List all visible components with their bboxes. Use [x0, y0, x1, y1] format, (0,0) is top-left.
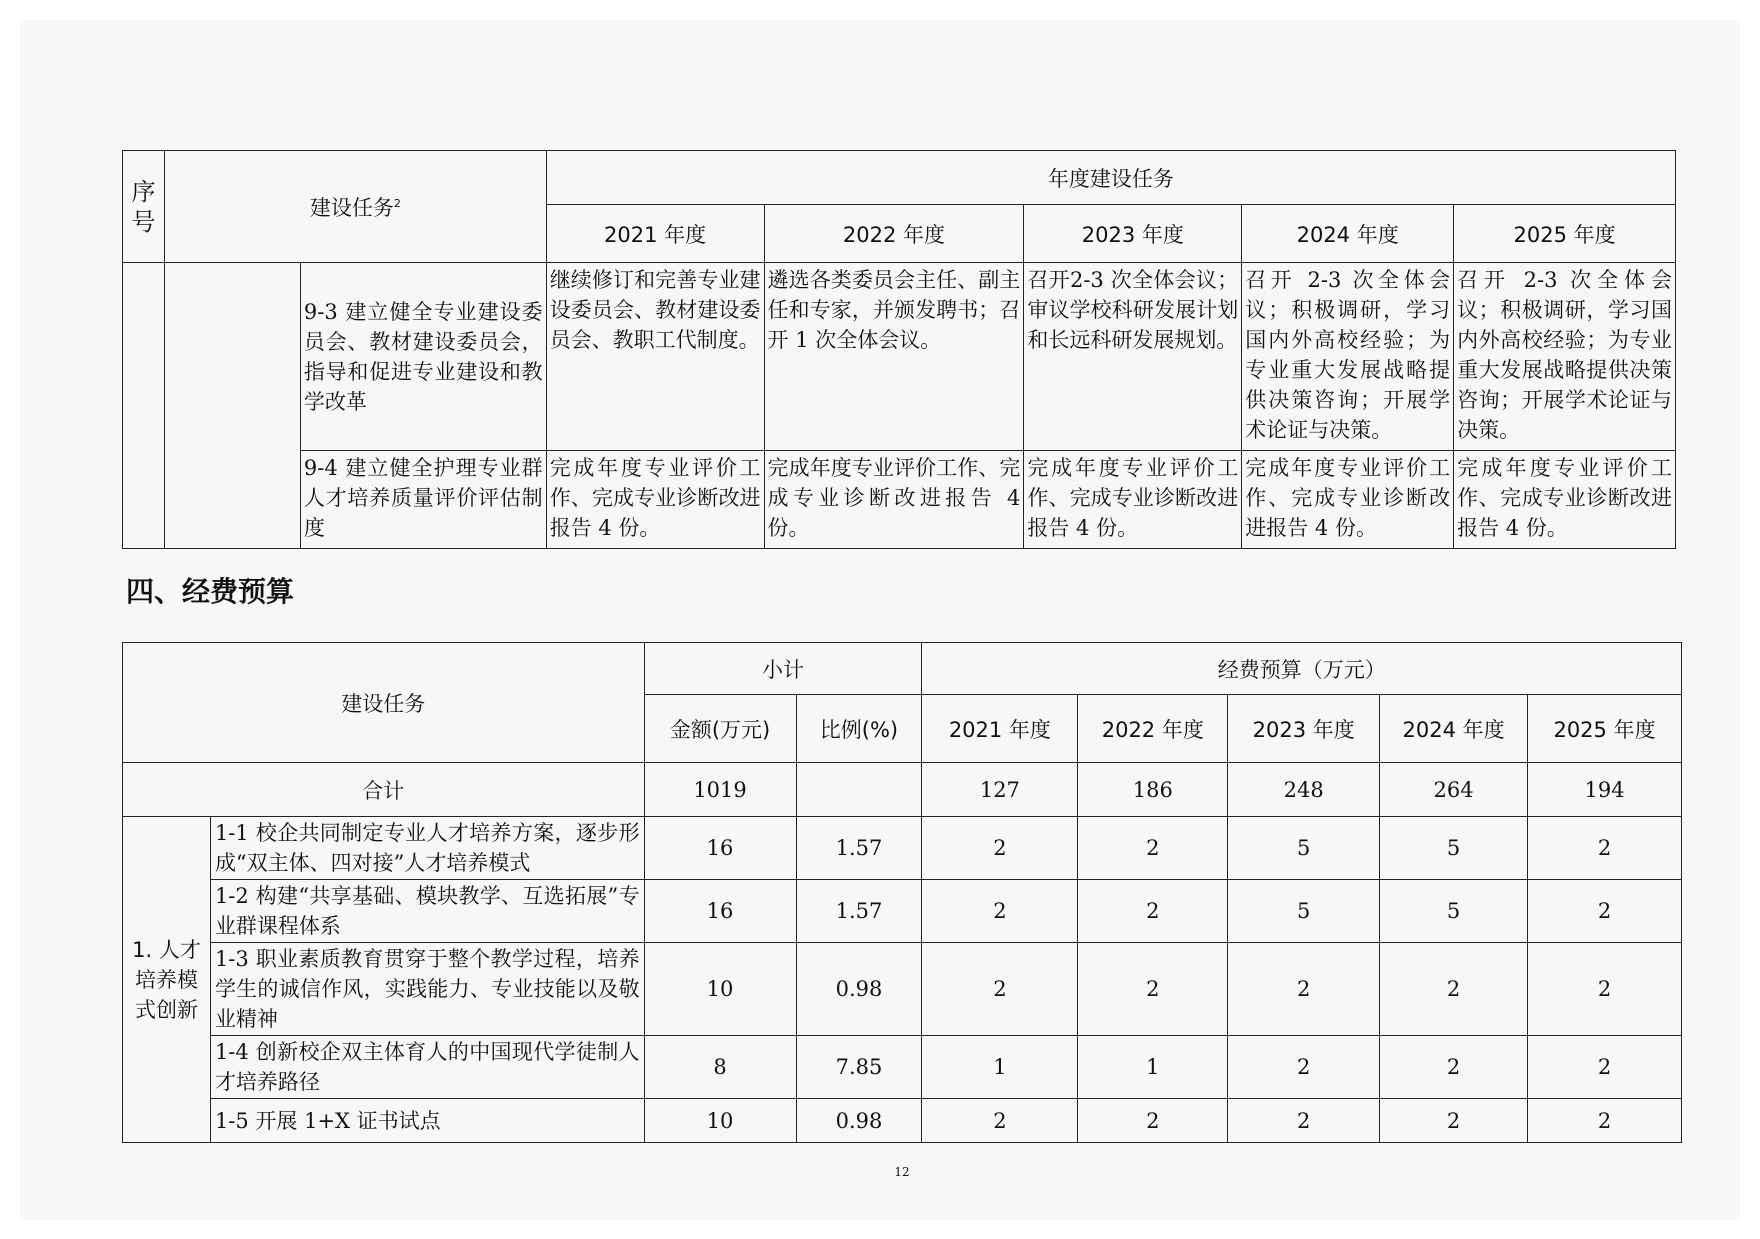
task-header [164, 151, 546, 263]
budget-2025: 2 [1528, 880, 1682, 943]
budget-2021: 2 [922, 1099, 1078, 1143]
budget-2022: 2 [1078, 817, 1228, 880]
total-2022: 186 [1078, 763, 1228, 817]
budget-task-header: 建设任务 [123, 643, 645, 763]
task-cell-2025: 完成年度专业评价工作、完成专业诊断改进报告 4 份。 [1454, 451, 1676, 549]
task-cell-2023: 完成年度专业评价工作、完成专业诊断改进报告 4 份。 [1024, 451, 1242, 549]
annual-tasks-header: 年度建设任务 [546, 151, 1675, 205]
budget-task: 1-3 职业素质教育贯穿于整个教学过程，培养学生的诚信作风，实践能力、专业技能以及敬业精神 [210, 943, 644, 1036]
budget-2021: 1 [922, 1036, 1078, 1099]
budget-2024: 5 [1380, 880, 1528, 943]
task-header-label: 建设任务 [309, 195, 394, 220]
budget-2022: 1 [1078, 1036, 1228, 1099]
budget-ratio: 1.57 [796, 817, 922, 880]
task-cell-2024: 完成年度专业评价工作、完成专业诊断改进报告 4 份。 [1242, 451, 1454, 549]
table-row [123, 451, 1676, 549]
budget-ratio: 1.57 [796, 880, 922, 943]
table-row [123, 263, 1676, 451]
total-row [123, 763, 1682, 817]
year-header-2025: 2025 年度 [1454, 205, 1676, 263]
budget-2021: 2 [922, 817, 1078, 880]
year-header-2021: 2021 年度 [546, 205, 764, 263]
amount-header: 金额(万元) [644, 695, 796, 763]
year-header-2024: 2024 年度 [1242, 205, 1454, 263]
task-footnote: 2 [393, 196, 401, 210]
task-cell-2022: 完成年度专业评价工作、完成专业诊断改进报告 4 份。 [764, 451, 1024, 549]
budget-amount: 16 [644, 880, 796, 943]
table-row [123, 1099, 1682, 1143]
budget-2023: 2 [1228, 943, 1380, 1036]
budget-year-2024: 2024 年度 [1380, 695, 1528, 763]
budget-2025: 2 [1528, 1099, 1682, 1143]
budget-task: 1-1 校企共同制定专业人才培养方案，逐步形成“双主体、四对接”人才培养模式 [210, 817, 644, 880]
total-amount: 1019 [644, 763, 796, 817]
document-page [20, 20, 1740, 1220]
year-header-2023: 2023 年度 [1024, 205, 1242, 263]
task-cell: 9-4 建立健全护理专业群人才培养质量评价评估制度 [300, 451, 546, 549]
budget-2022: 2 [1078, 880, 1228, 943]
task-cell-2022: 遴选各类委员会主任、副主任和专家，并颁发聘书；召开 1 次全体会议。 [764, 263, 1024, 451]
budget-2023: 2 [1228, 1036, 1380, 1099]
budget-2024: 2 [1380, 1036, 1528, 1099]
budget-header: 经费预算（万元） [922, 643, 1682, 695]
budget-2023: 5 [1228, 880, 1380, 943]
annual-tasks-table [122, 150, 1676, 549]
budget-2025: 2 [1528, 943, 1682, 1036]
budget-amount: 8 [644, 1036, 796, 1099]
seq-cell [123, 263, 165, 549]
budget-year-2021: 2021 年度 [922, 695, 1078, 763]
budget-year-2022: 2022 年度 [1078, 695, 1228, 763]
budget-2024: 2 [1380, 943, 1528, 1036]
budget-2023: 2 [1228, 1099, 1380, 1143]
total-label: 合计 [123, 763, 645, 817]
budget-2024: 5 [1380, 817, 1528, 880]
task-cell-2021: 继续修订和完善专业建设委员会、教材建设委员会、教职工代制度。 [546, 263, 764, 451]
budget-2025: 2 [1528, 817, 1682, 880]
seq-header [123, 151, 165, 263]
budget-year-2023: 2023 年度 [1228, 695, 1380, 763]
page-number: 12 [894, 1165, 910, 1179]
budget-amount: 10 [644, 1099, 796, 1143]
budget-amount: 10 [644, 943, 796, 1036]
budget-task: 1-2 构建“共享基础、模块教学、互选拓展”专业群课程体系 [210, 880, 644, 943]
budget-ratio: 0.98 [796, 1099, 922, 1143]
budget-table [122, 642, 1682, 1143]
budget-2022: 2 [1078, 943, 1228, 1036]
total-2025: 194 [1528, 763, 1682, 817]
total-2024: 264 [1380, 763, 1528, 817]
budget-amount: 16 [644, 817, 796, 880]
budget-2021: 2 [922, 880, 1078, 943]
task-cell-2024: 召开 2-3 次全体会议；积极调研，学习国内外高校经验；为专业重大发展战略提供决策咨询；开展学术论证与决策。 [1242, 263, 1454, 451]
table-row [123, 1036, 1682, 1099]
task-cell: 9-3 建立健全专业建设委员会、教材建设委员会，指导和促进专业建设和教学改革 [300, 263, 546, 451]
budget-task: 1-5 开展 1+X 证书试点 [210, 1099, 644, 1143]
subtotal-header: 小计 [644, 643, 922, 695]
budget-2023: 5 [1228, 817, 1380, 880]
ratio-header: 比例(%) [796, 695, 922, 763]
total-ratio [796, 763, 922, 817]
budget-task: 1-4 创新校企双主体育人的中国现代学徒制人才培养路径 [210, 1036, 644, 1099]
total-2023: 248 [1228, 763, 1380, 817]
table-row [123, 943, 1682, 1036]
task-cell-2021: 完成年度专业评价工作、完成专业诊断改进报告 4 份。 [546, 451, 764, 549]
table-row [123, 880, 1682, 943]
budget-2025: 2 [1528, 1036, 1682, 1099]
table-row [123, 817, 1682, 880]
section-title: 四、经费预算 [126, 575, 295, 608]
budget-2024: 2 [1380, 1099, 1528, 1143]
task-cell-2025: 召开 2-3 次全体会议；积极调研，学习国内外高校经验；为专业重大发展战略提供决策咨询；开展学术论证与决策。 [1454, 263, 1676, 451]
budget-2021: 2 [922, 943, 1078, 1036]
total-2021: 127 [922, 763, 1078, 817]
task-group-cell [164, 263, 300, 549]
budget-2022: 2 [1078, 1099, 1228, 1143]
task-cell-2023: 召开2-3 次全体会议；审议学校科研发展计划和长远科研发展规划。 [1024, 263, 1242, 451]
group-label: 1. 人才培养模式创新 [123, 817, 211, 1143]
budget-ratio: 0.98 [796, 943, 922, 1036]
seq-header-label: 序号 [131, 177, 156, 236]
budget-year-2025: 2025 年度 [1528, 695, 1682, 763]
budget-ratio: 7.85 [796, 1036, 922, 1099]
year-header-2022: 2022 年度 [764, 205, 1024, 263]
